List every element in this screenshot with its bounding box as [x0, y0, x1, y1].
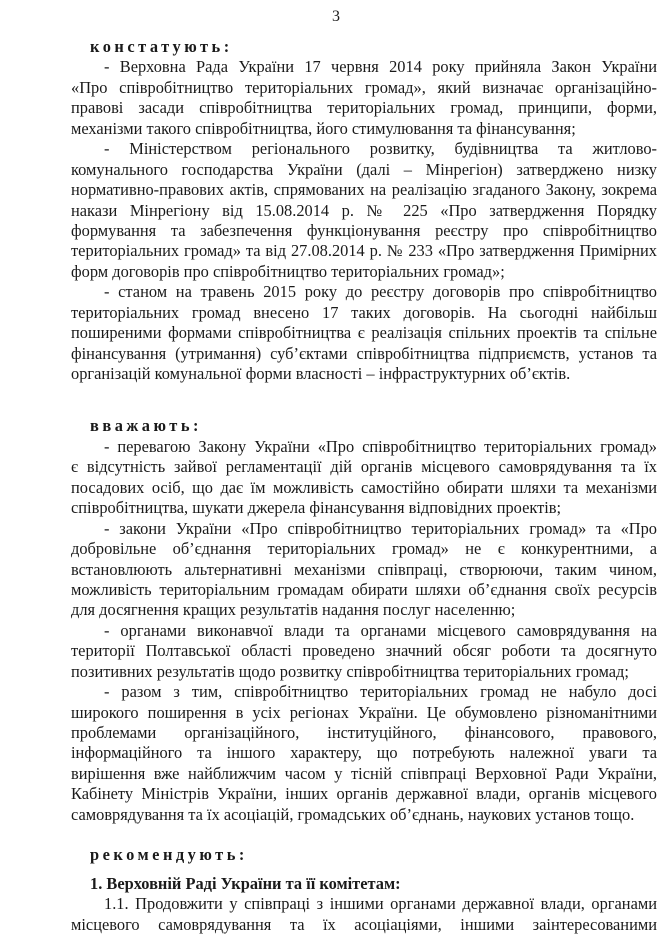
text-line: комунального господарства України (далі – Мінрегіон) затверджено низку: [71, 159, 657, 179]
paragraph: [71, 621, 657, 682]
paragraph: [71, 894, 657, 935]
text-line: проблемами організаційного, інституційного, фінансового, правового,: [71, 723, 657, 742]
section-subheading: 1. Верховній Раді України та її комітетам:: [90, 873, 401, 893]
text-line: території Полтавської області проведено значний обсяг роботи та досягнуто: [71, 641, 657, 661]
text-line: самоврядування та їх асоціацій, громадських об’єднань, наукових установ тощо.: [71, 804, 635, 824]
paragraph: [71, 57, 657, 139]
text-line: - станом на травень 2015 року до реєстру договорів про співробітництво: [104, 282, 657, 302]
spacer: [71, 866, 657, 874]
text-line: можливість територіальним громадам обирати шляхи об’єднання своїх ресурсів: [71, 579, 657, 599]
text-line: Кабінету Міністрів України, інших органів державної влади, органів місцевого: [71, 784, 657, 804]
spacer: [71, 384, 657, 416]
text-line: вирішення вже найближчим часом у тісній співпраці Верховної Ради України,: [71, 763, 657, 783]
text-line: інформаційного та іншого характеру, що потребують належної уваги та: [71, 743, 657, 763]
text-line: - Верховна Рада України 17 червня 2014 року прийняла Закон України: [104, 57, 657, 77]
text-line: територіальних громад» та від 27.08.2014 р. № 233 «Про затвердження Примірних: [71, 241, 657, 261]
section-heading: констатують:: [90, 37, 233, 56]
text-line: поширеними формами співробітництва є реалізація спільних проектів та спільне: [71, 323, 657, 343]
spacer: [71, 825, 657, 845]
text-line: - перевагою Закону України «Про співробітництво територіальних громад»: [104, 436, 657, 456]
text-line: є відсутність зайвої регламентації дій органів місцевого самоврядування та їх: [71, 457, 657, 477]
text-line: співробітництва, шукати джерела фінансування відповідних проектів;: [71, 498, 562, 518]
text-line: встановлюють альтернативні механізми співпраці, створюючи, таким чином,: [71, 559, 657, 579]
text-line: форм договорів про співробітництво територіальних громад»;: [71, 261, 505, 281]
text-line: організацій комунальної форми власності – інфраструктурних об’єктів.: [71, 364, 571, 383]
section-heading: рекомендують:: [90, 845, 248, 865]
text-line: місцевого самоврядування та їх асоціаціями, іншими заінтересованими: [71, 914, 657, 934]
text-line: накази Мінрегіону від 15.08.2014 р. № 225 «Про затвердження Порядку: [71, 200, 657, 220]
text-line: 1.1. Продовжити у співпраці з іншими органами державної влади, органами: [104, 894, 657, 914]
text-line: фінансування (утримання) суб’єктами співробітництва підприємств, установ та: [71, 343, 657, 363]
paragraph: [71, 139, 657, 282]
text-line: - разом з тим, співробітництво територіальних громад не набуло досі: [104, 682, 657, 702]
section-heading: вважають:: [90, 416, 202, 436]
text-line: територіальних громад внесено 17 таких договорів. На сьогодні найбільш: [71, 302, 657, 322]
paragraph: [71, 519, 657, 621]
paragraph: [71, 282, 657, 384]
text-line: механізми такого співробітництва, його стимулювання та фінансування;: [71, 118, 576, 138]
text-line: правові засади співробітництва територіальних громад, принципи, форми,: [71, 98, 657, 118]
paragraph: [71, 437, 657, 519]
document-body: [71, 37, 657, 935]
text-line: - органами виконавчої влади та органами місцевого самоврядування на: [104, 620, 657, 640]
text-line: для досягнення кращих результатів надання послуг населенню;: [71, 600, 516, 620]
text-line: - Міністерством регіонального розвитку, будівництва та житлово-: [104, 139, 657, 159]
page-number: 3: [332, 8, 340, 25]
text-line: позитивних результатів щодо розвитку співробітництва територіальних громад;: [71, 661, 629, 681]
text-line: «Про співробітництво територіальних громад», який визначає організаційно-: [71, 77, 657, 97]
text-line: формування та забезпечення функціонування реєстру про співробітництво: [71, 220, 657, 240]
text-line: нормативно-правових актів, спрямованих на реалізацію згаданого Закону, зокрема: [71, 180, 657, 200]
text-line: широкого поширення в усіх регіонах України. Це обумовлено різноманітними: [71, 702, 657, 722]
paragraph: [71, 682, 657, 825]
text-line: добровільне об’єднання територіальних громад» не є конкурентними, а: [71, 539, 657, 559]
text-line: посадових осіб, що дає їм можливість самостійно обирати шляхи та механізми: [71, 477, 657, 497]
text-line: - закони України «Про співробітництво територіальних громад» та «Про: [104, 518, 657, 538]
